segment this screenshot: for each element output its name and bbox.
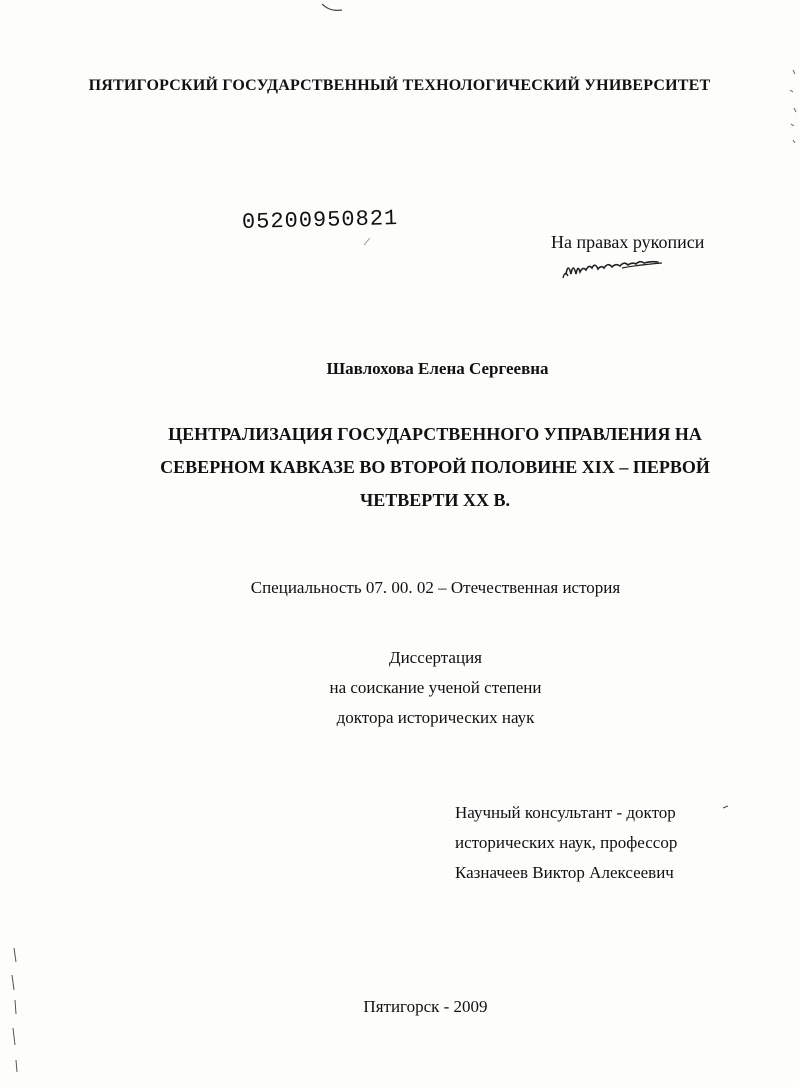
consultant-block (455, 798, 677, 888)
title-line: СЕВЕРНОМ КАВКАЗЕ ВО ВТОРОЙ ПОЛОВИНЕ XIX – ПЕРВОЙ (160, 457, 710, 477)
dissertation-title (100, 418, 770, 517)
top-scan-mark (322, 4, 342, 10)
title-line: ЧЕТВЕРТИ XX В. (360, 490, 510, 510)
stray-mark (723, 806, 728, 808)
degree-line: доктора исторических наук (336, 708, 535, 727)
rights-label: На правах рукописи (551, 232, 705, 252)
degree-line: на соискание ученой степени (329, 678, 542, 697)
title-line: ЦЕНТРАЛИЗАЦИЯ ГОСУДАРСТВЕННОГО УПРАВЛЕНИЯ НА (168, 424, 702, 444)
consultant-line: Научный консультант - доктор (455, 803, 676, 822)
city-year: Пятигорск - 2009 (363, 997, 488, 1016)
university-name: ПЯТИГОРСКИЙ ГОСУДАРСТВЕННЫЙ ТЕХНОЛОГИЧЕСКИЙ УНИВЕРСИТЕТ (88, 77, 711, 94)
degree-block (0, 643, 799, 733)
specialty-line: Специальность 07. 00. 02 – Отечественная история (250, 578, 621, 597)
author-name: Шавлохова Елена Сергеевна (326, 359, 549, 378)
handwritten-signature (562, 254, 672, 284)
stray-tick (364, 238, 370, 245)
degree-line: Диссертация (388, 648, 482, 667)
consultant-line: Казначеев Виктор Алексеевич (455, 863, 674, 882)
archive-number: 05200950821 (241, 205, 399, 236)
consultant-line: исторических наук, профессор (455, 833, 678, 852)
